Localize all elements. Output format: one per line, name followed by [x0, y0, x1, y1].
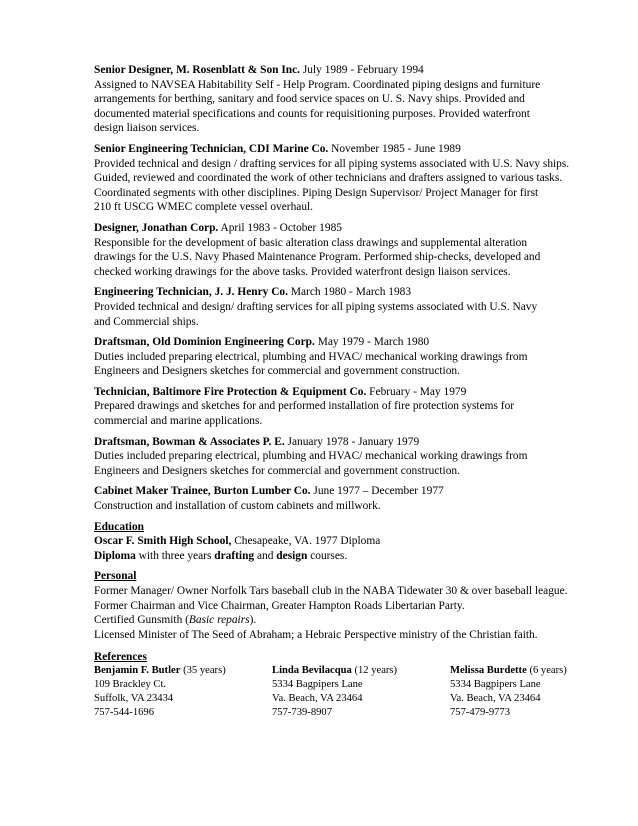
education-heading: Education — [94, 520, 145, 533]
reference-phone: 757-479-9773 — [450, 707, 511, 719]
personal-line-1: Former Manager/ Owner Norfolk Tars baseball club in the NABA Tidewater 30 & over baseball league. — [94, 585, 568, 597]
job-description-line: 210 ft USCG WMEC complete vessel overhaul. — [94, 201, 314, 214]
job-header — [94, 142, 594, 157]
reference-address-2: Va. Beach, VA 23464 — [272, 693, 363, 705]
reference-name: Melissa Burdette — [450, 665, 527, 677]
reference-card — [450, 664, 590, 720]
job-dates: April 1983 - October 1985 — [220, 221, 342, 234]
job-entry — [94, 484, 594, 513]
job-title: Engineering Technician, J. J. Henry Co. — [94, 286, 288, 299]
job-dates: May 1979 - March 1980 — [317, 336, 430, 349]
job-title: Senior Designer, M. Rosenblatt & Son Inc. — [94, 64, 300, 76]
job-description-line: checked working drawings for the above tasks. Provided waterfront design liaison services. — [94, 265, 511, 278]
diploma-design: design — [276, 549, 308, 562]
personal-line-2: Former Chairman and Vice Chairman, Greater Hampton Roads Libertarian Party. — [94, 599, 465, 612]
job-dates: March 1980 - March 1983 — [290, 286, 412, 299]
references-list — [94, 664, 594, 720]
job-header — [94, 221, 594, 236]
job-entry — [94, 335, 594, 379]
references-section — [94, 650, 594, 720]
reference-address-2: Suffolk, VA 23434 — [94, 693, 174, 705]
school-details: Chesapeake, VA. 1977 Diploma — [234, 535, 381, 548]
job-entry — [94, 142, 594, 215]
reference-address-1: 109 Brackley Ct. — [94, 679, 167, 691]
job-description-line: Duties included preparing electrical, plumbing and HVAC/ mechanical working drawings from — [94, 450, 528, 463]
job-entry — [94, 385, 594, 429]
reference-name: Benjamin F. Butler — [94, 665, 181, 677]
job-description-line: design liaison services. — [94, 122, 200, 135]
job-header — [94, 63, 594, 78]
job-description-line: and Commercial ships. — [94, 315, 199, 328]
job-description-line: commercial and marine applications. — [94, 415, 263, 428]
job-title: Draftsman, Bowman & Associates P. E. — [94, 435, 285, 448]
job-header — [94, 484, 594, 499]
job-description-line: arrangements for berthing, sanitary and food service spaces on U. S. Navy ships. Provided and — [94, 93, 525, 106]
job-dates: June 1977 – December 1977 — [313, 485, 444, 498]
job-header — [94, 435, 594, 450]
job-title: Technician, Baltimore Fire Protection & Equipment Co. — [94, 385, 367, 398]
employment-history — [94, 63, 594, 514]
job-description-line: Provided technical and design/ drafting services for all piping systems associated with U.S. Navy — [94, 300, 538, 313]
personal-line-3-post: ). — [249, 614, 257, 627]
job-entry — [94, 285, 594, 329]
job-entry — [94, 63, 594, 136]
personal-section — [94, 569, 594, 642]
job-dates: February - May 1979 — [369, 385, 467, 398]
resume-content — [94, 63, 594, 720]
reference-address-1: 5334 Bagpipers Lane — [450, 679, 541, 691]
reference-phone: 757-739-8907 — [272, 707, 333, 719]
job-description-line: Engineers and Designers sketches for commercial and government construction. — [94, 464, 460, 477]
job-dates: July 1989 - February 1994 — [302, 64, 424, 76]
job-header — [94, 335, 594, 350]
job-description-line: Responsible for the development of basic alteration class drawings and supplemental alteration — [94, 236, 528, 249]
education-school-line — [94, 534, 594, 549]
reference-name: Linda Bevilacqua — [272, 665, 352, 677]
job-description-line: Construction and installation of custom cabinets and millwork. — [94, 500, 381, 513]
references-heading: References — [94, 651, 147, 664]
diploma-label: Diploma — [94, 549, 136, 562]
job-description-line: Engineers and Designers sketches for commercial and government construction. — [94, 365, 460, 378]
job-dates: November 1985 - June 1989 — [331, 142, 461, 155]
job-description-line: drawings for the U.S. Navy Phased Maintenance Program. Performed ship-checks, developed and — [94, 251, 541, 264]
diploma-and: and — [256, 549, 274, 562]
job-title: Designer, Jonathan Corp. — [94, 221, 219, 234]
job-title: Draftsman, Old Dominion Engineering Corp. — [94, 336, 315, 349]
personal-line-3 — [94, 613, 594, 628]
job-description-line: documented material specifications and counts for requisitioning purposes. Provided waterfront — [94, 107, 530, 120]
job-header — [94, 285, 594, 300]
personal-line-4: Licensed Minister of The Seed of Abraham; a Hebraic Perspective ministry of the Christian faith. — [94, 628, 538, 641]
personal-line-3-pre: Certified Gunsmith ( — [94, 614, 189, 627]
job-description-line: Prepared drawings and sketches for and performed installation of fire protection systems for — [94, 400, 515, 413]
reference-phone: 757-544-1696 — [94, 707, 155, 719]
job-description-line: Assigned to NAVSEA Habitability Self - Help Program. Coordinated piping designs and furniture — [94, 78, 541, 91]
job-description-line: Provided technical and design / drafting services for all piping systems associated with U.S. Navy ships. — [94, 157, 570, 170]
job-title: Cabinet Maker Trainee, Burton Lumber Co. — [94, 485, 311, 498]
reference-years: (35 years) — [183, 665, 226, 677]
reference-card — [94, 664, 272, 720]
diploma-drafting: drafting — [214, 549, 255, 562]
reference-address-2: Va. Beach, VA 23464 — [450, 693, 541, 705]
personal-line-3-italic: Basic repairs — [188, 614, 250, 627]
job-description-line: Duties included preparing electrical, plumbing and HVAC/ mechanical working drawings from — [94, 350, 528, 363]
reference-years: (6 years) — [529, 665, 567, 677]
reference-years: (12 years) — [354, 665, 398, 677]
school-name: Oscar F. Smith High School, — [94, 535, 232, 548]
job-entry — [94, 221, 594, 279]
job-title: Senior Engineering Technician, CDI Marine Co. — [94, 142, 329, 155]
personal-heading: Personal — [94, 570, 137, 583]
diploma-courses: courses. — [310, 549, 348, 562]
job-description-line: Coordinated segments with other disciplines. Piping Design Supervisor/ Project Manager for first — [94, 186, 539, 199]
job-dates: January 1978 - January 1979 — [287, 435, 420, 448]
education-diploma-line — [94, 549, 594, 564]
job-header — [94, 385, 594, 400]
diploma-mid: with three years — [138, 549, 212, 562]
job-entry — [94, 435, 594, 479]
reference-card — [272, 664, 450, 720]
job-description-line: Guided, reviewed and coordinated the work of other technicians and drafters assigned to various tasks. — [94, 172, 563, 185]
reference-address-1: 5334 Bagpipers Lane — [272, 679, 363, 691]
education-section — [94, 520, 594, 564]
